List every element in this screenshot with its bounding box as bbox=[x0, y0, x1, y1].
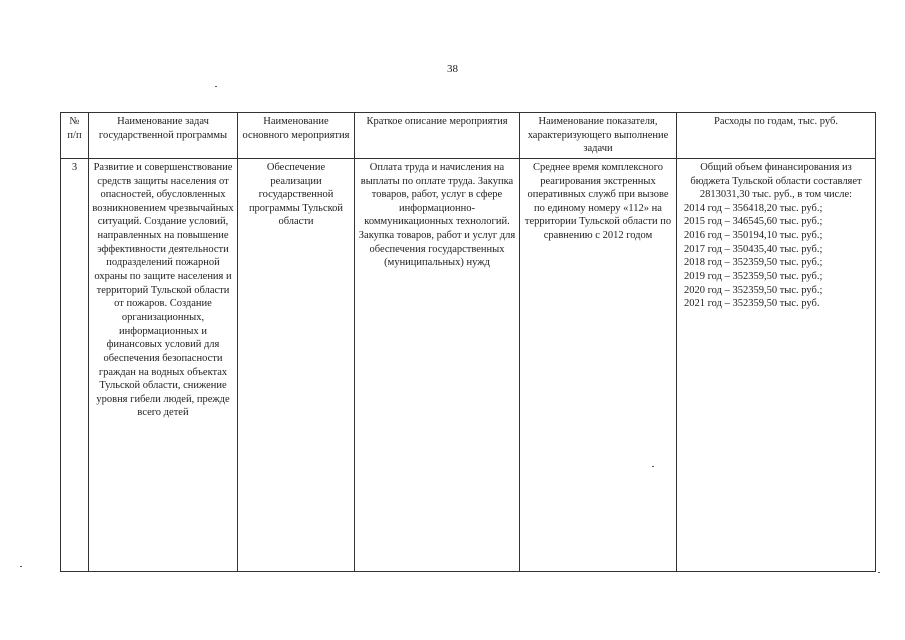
expense-year-line: 2021 год – 352359,50 тыс. руб. bbox=[684, 298, 820, 310]
expense-year-line: 2015 год – 346545,60 тыс. руб.; bbox=[684, 216, 823, 228]
expense-year-line: 2017 год – 350435,40 тыс. руб.; bbox=[684, 243, 823, 255]
expense-year-line: 2016 год – 350194,10 тыс. руб.; bbox=[684, 230, 823, 242]
table-row bbox=[61, 158, 876, 571]
expense-year-line: 2020 год – 352359,50 тыс. руб.; bbox=[684, 284, 823, 296]
cell-activity: Обеспечение реализации государственной программы Тульской области bbox=[238, 158, 355, 571]
scan-speck bbox=[878, 572, 880, 573]
header-expenses: Расходы по годам, тыс. руб. bbox=[677, 113, 876, 159]
scan-speck bbox=[215, 86, 217, 87]
scan-speck bbox=[652, 466, 654, 467]
page-number: 38 bbox=[447, 63, 458, 75]
header-activity: Наименование основного мероприятия bbox=[238, 113, 355, 159]
cell-indicator: Среднее время комплексного реагирования экстренных оперативных служб при вызове по единому номеру «112» на территории Тульской области по сравнению с 2012 годом bbox=[520, 158, 677, 571]
header-indicator: Наименование показателя, характеризующего выполнение задачи bbox=[520, 113, 677, 159]
expenses-total: Общий объем финансирования из бюджета Тульской области составляет 2813031,30 тыс. руб., в том числе: bbox=[690, 161, 862, 201]
cell-expenses bbox=[677, 158, 876, 571]
expense-year-line: 2014 год – 356418,20 тыс. руб.; bbox=[684, 202, 823, 214]
scan-speck bbox=[20, 566, 22, 567]
cell-number: 3 bbox=[61, 158, 89, 571]
expense-year-line: 2019 год – 352359,50 тыс. руб.; bbox=[684, 271, 823, 283]
header-description: Краткое описание мероприятия bbox=[355, 113, 520, 159]
table-header-row bbox=[61, 113, 876, 159]
expenses-by-year-list bbox=[680, 202, 872, 311]
header-task: Наименование задач государственной программы bbox=[89, 113, 238, 159]
program-table bbox=[60, 112, 876, 572]
cell-task: Развитие и совершенствование средств защиты населения от опасностей, обусловленных возникновением чрезвычайных ситуаций. Создание условий, направленных на повышение эффективности деятельности подразделений пожарной охраны по защите населения и территорий Тульской области от пожаров. Создание организационных, информационных и финансовых условий для обеспечения безопасности граждан на водных объектах Тульской области, снижение уровня гибели людей, прежде всего детей bbox=[89, 158, 238, 571]
expense-year-line: 2018 год – 352359,50 тыс. руб.; bbox=[684, 257, 823, 269]
cell-description: Оплата труда и начисления на выплаты по оплате труда. Закупка товаров, работ, услуг в сфере информационно-коммуникационных технологий. Закупка товаров, работ и услуг для обеспечения государственных (муниципальных) нужд bbox=[355, 158, 520, 571]
header-number: № п/п bbox=[61, 113, 89, 159]
